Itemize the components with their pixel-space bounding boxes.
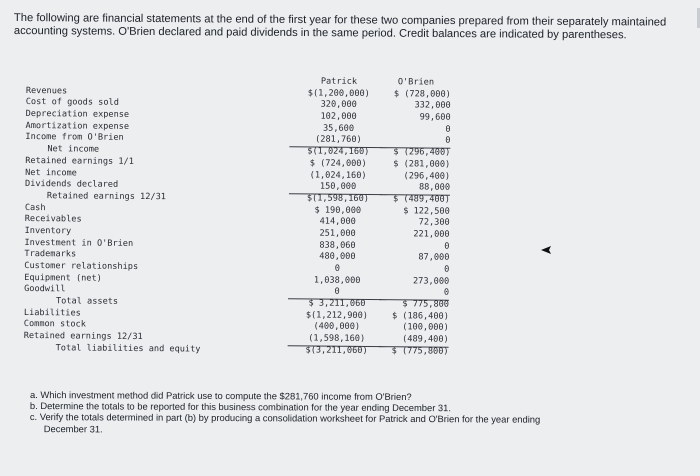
row-label: Total assets <box>55 296 119 307</box>
patrick-value: (1,598,160) <box>288 333 386 347</box>
table-row <box>24 343 449 358</box>
row-label: Retained earnings 12/31 <box>46 191 166 203</box>
obrien-value: $ (728,000) <box>393 88 451 100</box>
row-label: Cost of goods sold <box>25 97 119 109</box>
patrick-value: (400,000) <box>313 321 361 333</box>
obrien-value: $ (489,400) <box>392 194 450 205</box>
row-label: Retained earnings 1/1 <box>25 155 134 167</box>
row-label: Common stock <box>23 319 86 330</box>
mouse-pointer-icon <box>541 243 553 255</box>
obrien-value: $ 122,500 <box>403 205 450 217</box>
patrick-value: 0 <box>288 287 386 301</box>
obrien-value: $ (775,800) <box>391 346 449 357</box>
row-label: Dividends declared <box>24 179 119 190</box>
row-label: Cash <box>24 202 46 213</box>
col-header-obrien: O'Brien <box>397 77 435 88</box>
obrien-value: $ (186,400) <box>391 310 449 322</box>
row-label: Trademarks <box>24 249 77 260</box>
patrick-value: $ 190,000 <box>314 205 362 216</box>
obrien-value: 332,000 <box>414 100 451 112</box>
obrien-value: 88,000 <box>380 182 450 195</box>
patrick-value: $ (724,000) <box>309 158 367 169</box>
obrien-value: 221,000 <box>413 229 450 240</box>
row-label: Income from O'Brien <box>25 132 124 144</box>
row-label: Inventory <box>24 225 72 237</box>
patrick-value: 838,060 <box>319 240 356 251</box>
obrien-value: 273,000 <box>412 276 450 287</box>
row-label: Liabilities <box>23 307 81 319</box>
patrick-value: $(1,212,900) <box>305 310 368 321</box>
patrick-value: (281,760) <box>289 135 387 149</box>
problem-intro <box>14 12 694 43</box>
patrick-value: 0 <box>334 263 340 274</box>
obrien-value: 99,600 <box>419 112 451 123</box>
patrick-value: $(3,211,060) <box>305 345 368 356</box>
col-header-patrick: Patrick <box>320 76 358 87</box>
patrick-value: 1,038,000 <box>313 275 361 286</box>
obrien-value: $ (281,000) <box>393 159 451 170</box>
obrien-value: 0 <box>444 241 450 252</box>
patrick-value: $(1,598,160) <box>306 193 370 204</box>
patrick-value: $ 3,211,060 <box>308 298 366 310</box>
row-label: Amortization expense <box>25 120 130 132</box>
question-b: b. Determine the totals to be reported for this business combination for the year ending December 31. <box>29 400 452 414</box>
row-label: Net income <box>47 144 100 155</box>
obrien-value: (100,000) <box>402 322 449 334</box>
patrick-value: 320,000 <box>320 99 357 111</box>
row-label: Net income <box>25 167 77 178</box>
obrien-value: $ (296,400) <box>393 147 451 158</box>
obrien-value: 0 <box>444 264 450 275</box>
row-label: Total liabilities and equity <box>55 343 201 355</box>
patrick-value: $(1,024,160) <box>307 146 370 158</box>
row-label: Receivables <box>24 214 82 225</box>
row-label: Goodwill <box>24 284 66 295</box>
patrick-value: 414,000 <box>319 216 356 228</box>
obrien-value: 0 <box>380 136 450 149</box>
obrien-value: 0 <box>445 124 451 135</box>
row-label: Revenues <box>25 85 68 97</box>
patrick-value: 102,000 <box>320 111 357 122</box>
obrien-value: (489,400) <box>379 334 449 347</box>
intro-line-2: accounting systems. O'Brien declared and paid dividends in the same period. Credit balances are indicated by parentheses. <box>13 24 627 42</box>
obrien-value: 87,000 <box>418 252 450 264</box>
obrien-value: $ 775,800 <box>402 299 450 310</box>
obrien-value: 0 <box>379 287 449 300</box>
questions-block <box>30 389 670 437</box>
patrick-value: $(1,200,000) <box>307 88 370 99</box>
row-label: Investment in O'Brien <box>24 237 134 249</box>
intro-line-1: The following are financial statements at the end of the first year for these two companies prepared from their separately maintained <box>13 12 667 29</box>
patrick-value: 35,600 <box>322 123 355 134</box>
row-label: Customer relationships <box>24 260 139 272</box>
patrick-value: 251,000 <box>319 228 356 239</box>
patrick-value: 480,000 <box>319 251 356 263</box>
obrien-value: (296,400) <box>403 170 451 182</box>
row-label: Depreciation expense <box>25 109 130 120</box>
financial-statements-table <box>23 74 451 358</box>
question-a: a. Which investment method did Patrick use to compute the $281,760 income from O'Brien? <box>29 389 412 402</box>
question-c: c. Verify the totals determined in part (b) by producing a consolidation worksheet for Patrick and O'Brien for the year ending <box>29 411 541 426</box>
question-c-continued: December 31. <box>43 422 103 434</box>
obrien-value: 72,300 <box>418 217 450 228</box>
row-label: Retained earnings 12/31 <box>23 331 143 343</box>
patrick-value: (1,024,160) <box>309 169 367 181</box>
row-label: Equipment (net) <box>24 272 102 284</box>
patrick-value: 150,000 <box>289 181 387 195</box>
